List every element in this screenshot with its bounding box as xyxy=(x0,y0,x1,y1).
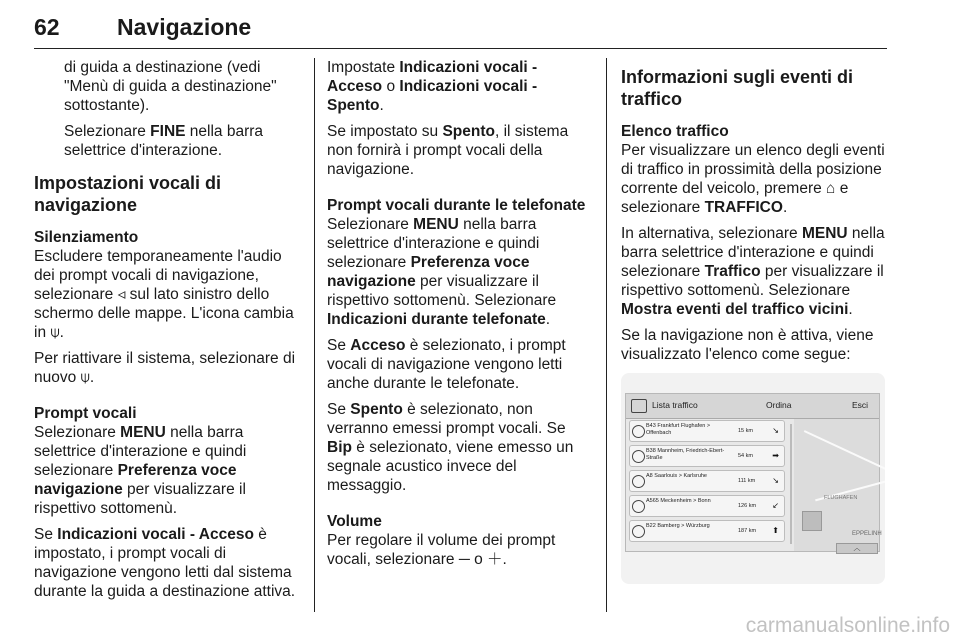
column-divider-2 xyxy=(606,58,607,612)
column-3 xyxy=(621,58,889,371)
traffic-event-icon xyxy=(632,425,645,438)
screen-title: Lista traffico xyxy=(652,400,698,410)
map-label: EPPELINH xyxy=(852,531,882,537)
direction-arrow-icon: ↘ xyxy=(772,476,779,485)
traffic-event-icon xyxy=(632,450,645,463)
direction-arrow-icon: ⬆ xyxy=(772,526,779,535)
traffic-row: B43 Frankfurt Flughafen > Offenbach 15 km ↘ xyxy=(629,420,785,442)
screen-title-bar xyxy=(626,394,879,419)
traffic-row: B22 Bamberg > Würzburg 187 km ⬆ xyxy=(629,520,785,542)
traffic-row: B38 Mannheim, Friedrich-Ebert-Straße 54 km ➡ xyxy=(629,445,785,467)
warning-icon xyxy=(632,500,645,513)
subheading-silenziamento: Silenziamento xyxy=(34,229,139,246)
column-2 xyxy=(327,58,593,576)
column-divider-1 xyxy=(314,58,315,612)
direction-arrow-icon: ➡ xyxy=(772,451,779,460)
direction-arrow-icon: ↙ xyxy=(772,501,779,510)
paragraph-riattivare: Per riattivare il sistema, selezionare di nuovo ⍦. xyxy=(34,350,296,386)
paragraph-vedi: di guida a destinazione (vedi "Menù di guida a destinazione" sottostante). xyxy=(64,59,277,114)
compass-icon xyxy=(802,511,822,531)
header-rule xyxy=(34,48,887,49)
esci-button: Esci xyxy=(852,400,869,410)
paragraph-volume: Per regolare il volume dei prompt vocali, selezionare ─ o ＋. xyxy=(327,532,556,568)
traffic-list-screenshot xyxy=(621,373,885,584)
traffic-list xyxy=(627,420,787,550)
traffic-row: A8 Saarlouis > Karlsruhe 111 km ↘ xyxy=(629,470,785,492)
paragraph-spento-bip: Se Spento è selezionato, non verranno emessi prompt vocali. Se Bip è selezionato, viene emesso un segnale acustico invece del messaggio. xyxy=(327,401,574,494)
paragraph-spento: Se impostato su Spento, il sistema non fornirà i prompt vocali della navigazione. xyxy=(327,123,569,178)
paragraph-elenco: Per visualizzare un elenco degli eventi di traffico in prossimità della posizione corrente del veicolo, premere ⌂ e selezionare TRAFFICO. xyxy=(621,142,885,216)
paragraph-telefonate: Selezionare MENU nella barra selettrice d'interazione e quindi selezionare Preferenza voce navigazione per visualizzare il rispettivo sottomenù. Selezionare Indicazioni durante telefonate. xyxy=(327,216,557,328)
subheading-volume: Volume xyxy=(327,513,382,530)
ordina-button: Ordina xyxy=(766,400,792,410)
subheading-elenco-traffico: Elenco traffico xyxy=(621,123,729,140)
screen-frame xyxy=(625,393,880,552)
paragraph-fine: Selezionare FINE nella barra selettrice d'interazione. xyxy=(64,123,264,159)
traffic-row: A565 Meckenheim > Bonn 126 km ↙ xyxy=(629,495,785,517)
section-heading-traffico: Informazioni sugli eventi di traffico xyxy=(621,67,854,109)
page-number: 62 xyxy=(34,14,60,40)
paragraph-silenziamento: Escludere temporaneamente l'audio dei prompt vocali di navigazione, selezionare ◃ sul lato sinistro dello schermo delle mappe. L'icona cambia in ⍦. xyxy=(34,248,294,341)
map-view xyxy=(794,419,882,552)
paragraph-navigazione-non-attiva: Se la navigazione non è attiva, viene visualizzato l'elenco come segue: xyxy=(621,327,874,363)
subheading-prompt-telefonate: Prompt vocali durante le telefonate xyxy=(327,197,586,214)
section-heading-impostazioni: Impostazioni vocali di navigazione xyxy=(34,173,222,215)
list-icon xyxy=(631,399,647,413)
paragraph-impostate: Impostate Indicazioni vocali - Acceso o Indicazioni vocali - Spento. xyxy=(327,59,538,114)
paragraph-acceso-tel: Se Acceso è selezionato, i prompt vocali di navigazione vengono letti anche durante le telefonate. xyxy=(327,337,566,392)
paragraph-alternativa: In alternativa, selezionare MENU nella barra selettrice d'interazione e quindi selezionare Traffico per visualizzare il rispettivo sottomenù. Selezionare Mostra eventi del traffico vicini. xyxy=(621,225,885,318)
map-label: FLUGHAFEN xyxy=(824,495,858,501)
closure-icon xyxy=(632,525,645,538)
paragraph-prompt-vocali: Selezionare MENU nella barra selettrice d'interazione e quindi selezionare Preferenza voce navigazione per visualizzare il rispettivo sottomenù. xyxy=(34,424,247,517)
page-header xyxy=(0,0,960,52)
list-scrollbar xyxy=(790,424,792,544)
page-title: Navigazione xyxy=(117,14,252,40)
subheading-prompt-vocali: Prompt vocali xyxy=(34,405,137,422)
watermark: carmanualsonline.info xyxy=(745,614,950,637)
paragraph-acceso: Se Indicazioni vocali - Acceso è impostato, i prompt vocali di navigazione vengono letti dal sistema durante la guida a destinazione attiva. xyxy=(34,526,296,600)
column-1 xyxy=(34,58,302,608)
chevron-up-icon: ︿ xyxy=(836,543,878,554)
warning-icon xyxy=(632,475,645,488)
direction-arrow-icon: ↘ xyxy=(772,426,779,435)
